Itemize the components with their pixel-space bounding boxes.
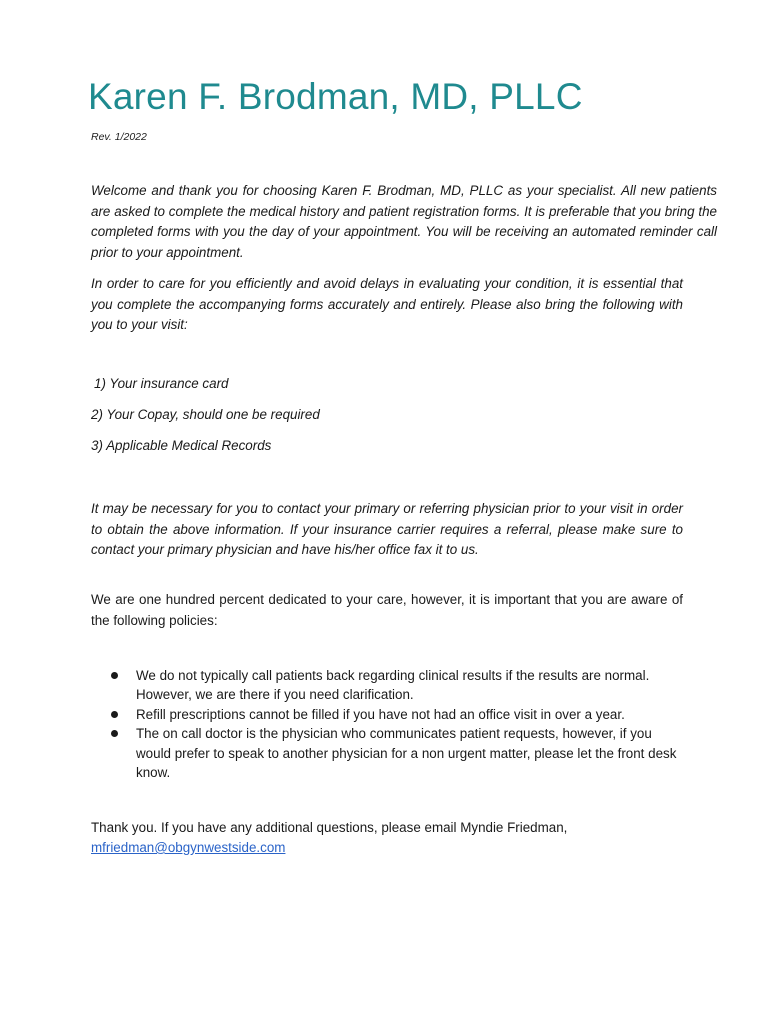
policy-text: We do not typically call patients back regarding clinical results if the results are normal. However, we are there if you need clarification.: [136, 668, 650, 703]
policies-intro-paragraph: We are one hundred percent dedicated to your care, however, it is important that you are aware of the following policies:: [91, 592, 683, 628]
instructions-paragraph: In order to care for you efficiently and avoid delays in evaluating your condition, it is essential that you complete the accompanying forms accurately and entirely. Please also bring the following with you to your visit:: [91, 276, 683, 332]
bring-item-insurance-card: 1) Your insurance card: [94, 376, 229, 391]
bullet-icon: [111, 672, 118, 679]
policy-item: [109, 724, 689, 782]
bring-item-copay: 2) Your Copay, should one be required: [91, 407, 320, 422]
practice-title: Karen F. Brodman, MD, PLLC: [88, 76, 583, 117]
policy-text: The on call doctor is the physician who communicates patient requests, however, if you would prefer to speak to another physician for a non urgent matter, please let the front desk know.: [136, 726, 677, 781]
revision-date: Rev. 1/2022: [91, 131, 147, 143]
policy-item: [109, 705, 689, 724]
closing-text: Thank you. If you have any additional questions, please email Myndie Friedman,: [91, 820, 568, 835]
closing-paragraph: [91, 818, 691, 858]
email-link[interactable]: mfriedman@obgynwestside.com: [91, 840, 286, 855]
bullet-icon: [111, 711, 118, 718]
welcome-paragraph: Welcome and thank you for choosing Karen F. Brodman, MD, PLLC as your specialist. All new patients are asked to complete the medical history and patient registration forms. It is preferable that you bring the completed forms with you the day of your appointment. You will be receiving an automated reminder call prior to your appointment.: [91, 183, 717, 260]
referral-paragraph: It may be necessary for you to contact your primary or referring physician prior to your visit in order to obtain the above information. If your insurance carrier requires a referral, please make sure to contact your primary physician and have his/her office fax it to us.: [91, 501, 683, 557]
bullet-icon: [111, 730, 118, 737]
policies-list: [109, 666, 689, 782]
bring-item-medical-records: 3) Applicable Medical Records: [91, 438, 272, 453]
policy-item: [109, 666, 689, 705]
policy-text: Refill prescriptions cannot be filled if you have not had an office visit in over a year.: [136, 706, 625, 722]
